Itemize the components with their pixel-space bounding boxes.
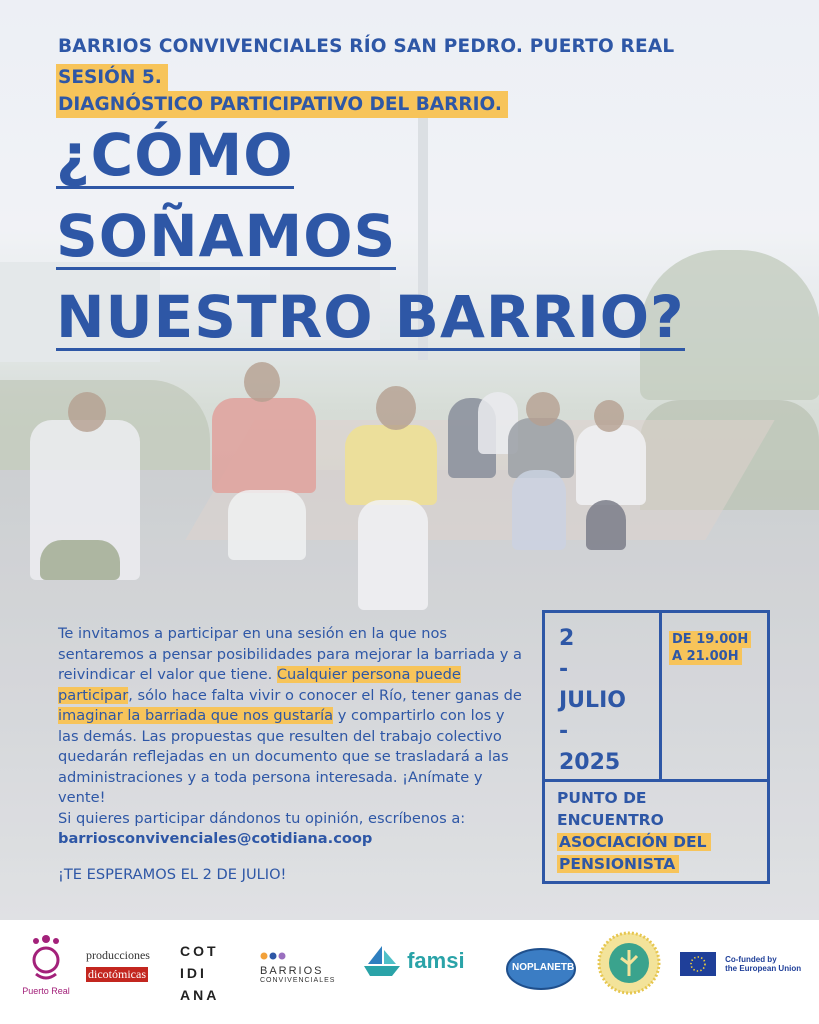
contact-email-link[interactable]: barriosconvivenciales@cotidiana.coop	[58, 830, 373, 847]
barrios-label-1: BARRIOS	[260, 965, 324, 977]
headline-line-3: NUESTRO BARRIO?	[56, 283, 685, 351]
event-time-end: A 21.00H	[669, 648, 742, 665]
eu-flag-icon	[680, 952, 716, 976]
logo-puerto-real	[22, 930, 70, 1000]
logo-noplanetb	[504, 946, 578, 992]
invitation-highlight-1: Cualquier persona puede participar	[58, 666, 461, 704]
headline-line-2: SOÑAMOS	[56, 202, 397, 270]
event-date-dash: -	[559, 657, 569, 682]
event-info-box	[542, 610, 770, 884]
puerto-real-crest-icon	[22, 930, 70, 982]
puerto-real-label: Puerto Real	[22, 986, 70, 996]
invitation-part-1: Te invitamos a participar en una sesión en la que nos sentaremos a pensar posibilidades para mejorar la barriada y a reivindicar el valor que tiene.	[58, 625, 522, 683]
logo-barrios-convivenciales	[260, 946, 350, 984]
place-label-line-1: PUNTO DE	[557, 789, 647, 807]
invitation-text	[58, 624, 528, 850]
eu-label-2: the European Union	[725, 964, 802, 973]
place-name-line-1: ASOCIACIÓN DEL	[557, 833, 711, 851]
producciones-label-1: producciones	[86, 948, 150, 962]
contact-intro: Si quieres participar dándonos tu opinión, escríbenos a:	[58, 809, 466, 827]
event-day: 2	[559, 626, 575, 651]
eu-label	[725, 955, 801, 973]
program-title: BARRIOS CONVIVENCIALES RÍO SAN PEDRO. PUERTO REAL	[58, 36, 675, 57]
sponsor-footer	[0, 920, 819, 1024]
famsi-label: famsi	[407, 948, 465, 973]
place-name-line-2: PENSIONISTA	[557, 855, 679, 873]
logo-european-union	[680, 952, 810, 976]
logo-cotidiana	[180, 940, 230, 1006]
event-date-dash: -	[559, 719, 569, 744]
box-divider-vertical	[659, 613, 662, 779]
box-divider-horizontal	[545, 779, 767, 782]
event-month: JULIO	[559, 688, 626, 713]
famsi-boat-icon	[362, 944, 402, 978]
event-time	[669, 631, 751, 665]
cotidiana-label-1: COT	[180, 943, 219, 959]
invitation-highlight-2: imaginar la barriada que nos gustaría	[58, 707, 334, 724]
place-label-line-2: ENCUENTRO	[557, 811, 664, 829]
climate-seal-icon	[596, 930, 662, 996]
logo-famsi	[362, 944, 484, 978]
barrios-label-2: CONVIVENCIALES	[260, 977, 336, 984]
closing-text: ¡TE ESPERAMOS EL 2 DE JULIO!	[58, 866, 287, 883]
session-number: SESIÓN 5.	[56, 64, 168, 91]
cotidiana-label-3: ANA	[180, 987, 220, 1003]
invitation-part-2: , sólo hace falta vivir o conocer el Río, tener ganas de	[128, 686, 522, 704]
event-date	[559, 623, 626, 778]
logo-producciones-dicotomicas	[86, 948, 166, 982]
barrios-dots-icon	[260, 951, 300, 961]
invitation-part-3: y compartirlo con los y las demás. Las propuestas que resulten del trabajo colectivo quedarán reflejadas en un documento que se trasladará a las administraciones y a toda persona interesada. ¡Anímate y vente!	[58, 707, 509, 806]
event-year: 2025	[559, 750, 621, 775]
event-place	[557, 787, 711, 875]
session-subtitle: DIAGNÓSTICO PARTICIPATIVO DEL BARRIO.	[56, 91, 508, 118]
eu-label-1: Co-funded by	[725, 955, 777, 964]
session-heading	[56, 64, 508, 118]
cotidiana-label-2: IDI	[180, 965, 207, 981]
producciones-label-2: dicotómicas	[88, 967, 146, 981]
event-time-start: DE 19.00H	[669, 631, 751, 648]
logo-climate-seal	[596, 930, 662, 996]
headline-line-1: ¿CÓMO	[56, 121, 294, 189]
noplanetb-label: NOPLANETB	[512, 962, 575, 973]
